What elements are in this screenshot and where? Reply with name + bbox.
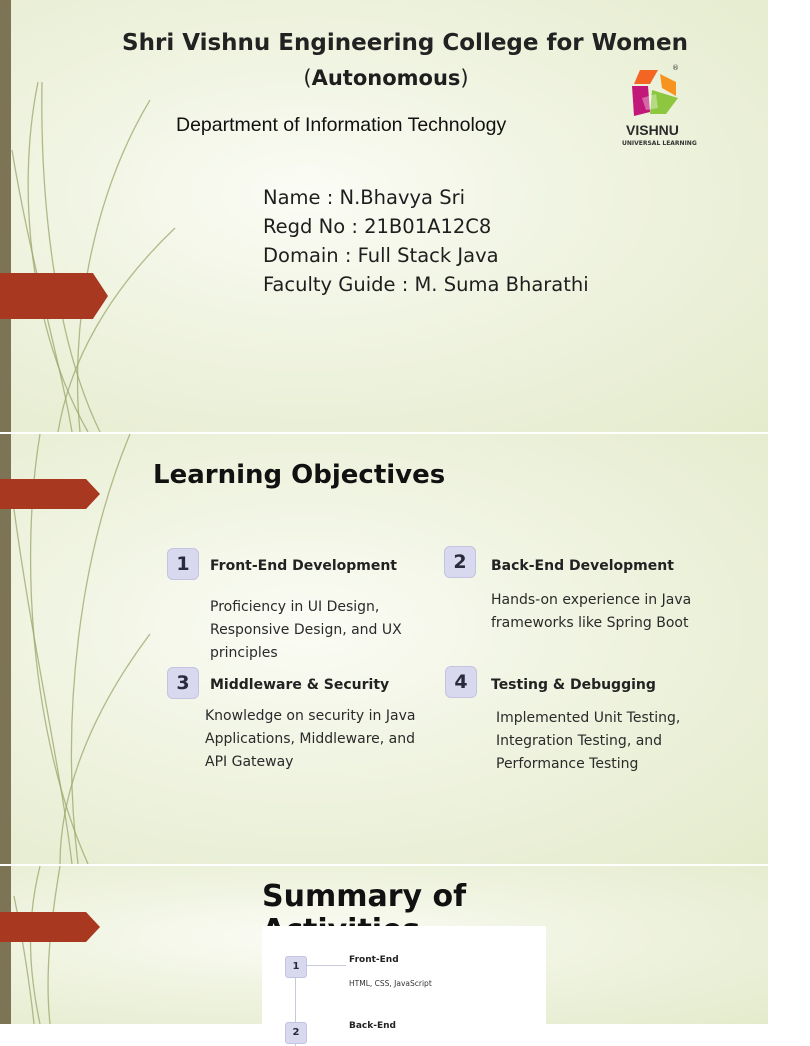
accent-arrow	[0, 273, 108, 319]
timeline-card	[262, 926, 546, 1036]
autonomous-label: (Autonomous)	[303, 66, 469, 90]
domain: Domain : Full Stack Java	[263, 244, 499, 267]
student-name: Name : N.Bhavya Sri	[263, 186, 466, 209]
objective-number-badge: 1	[167, 548, 199, 580]
learning-objectives-slide	[0, 434, 768, 864]
objective-title: Back-End Development	[491, 558, 674, 574]
registered-mark: ®	[672, 64, 679, 72]
accent-arrow	[0, 479, 100, 509]
timeline-connector	[306, 965, 346, 966]
title-slide	[0, 0, 768, 432]
vishnu-logo-icon	[620, 64, 700, 124]
left-rail	[0, 0, 11, 432]
college-logo	[620, 64, 700, 154]
objective-description: Hands-on experience in Java frameworks like Spring Boot	[491, 592, 692, 631]
timeline-number-badge: 1	[285, 956, 307, 978]
objective-number-badge: 3	[167, 667, 199, 699]
summary-slide	[0, 866, 768, 1038]
logo-subtext: UNIVERSAL LEARNING	[622, 140, 697, 147]
regd-no: Regd No : 21B01A12C8	[263, 215, 492, 238]
decorative-curves	[0, 866, 200, 1024]
objective-title: Middleware & Security	[210, 677, 390, 693]
objective-title: Testing & Debugging	[491, 677, 656, 693]
accent-arrow	[0, 912, 100, 942]
logo-text: VISHNU	[626, 122, 679, 138]
timeline-item-description: HTML, CSS, JavaScript	[349, 979, 432, 988]
objective-description: Proficiency in UI Design, Responsive Design, and UX principles	[210, 599, 402, 661]
timeline-item-title: Front-End	[349, 955, 399, 965]
objective-description: Knowledge on security in Java Applications, Middleware, and API Gateway	[205, 708, 416, 770]
left-rail	[0, 866, 11, 1024]
objective-title: Front-End Development	[210, 558, 398, 574]
timeline-item-title: Back-End	[349, 1021, 396, 1031]
college-title: Shri Vishnu Engineering College for Women	[122, 30, 688, 56]
slide-title: Learning Objectives	[153, 460, 446, 490]
faculty-guide: Faculty Guide : M. Suma Bharathi	[263, 273, 589, 296]
department-title: Department of Information Technology	[176, 114, 507, 136]
objective-number-badge: 2	[444, 546, 476, 578]
objective-description: Implemented Unit Testing, Integration Testing, and Performance Testing	[496, 710, 681, 772]
timeline-number-badge: 2	[285, 1022, 307, 1044]
decorative-curves	[0, 0, 200, 432]
slide-title: Summary of	[262, 879, 467, 914]
objective-number-badge: 4	[445, 666, 477, 698]
